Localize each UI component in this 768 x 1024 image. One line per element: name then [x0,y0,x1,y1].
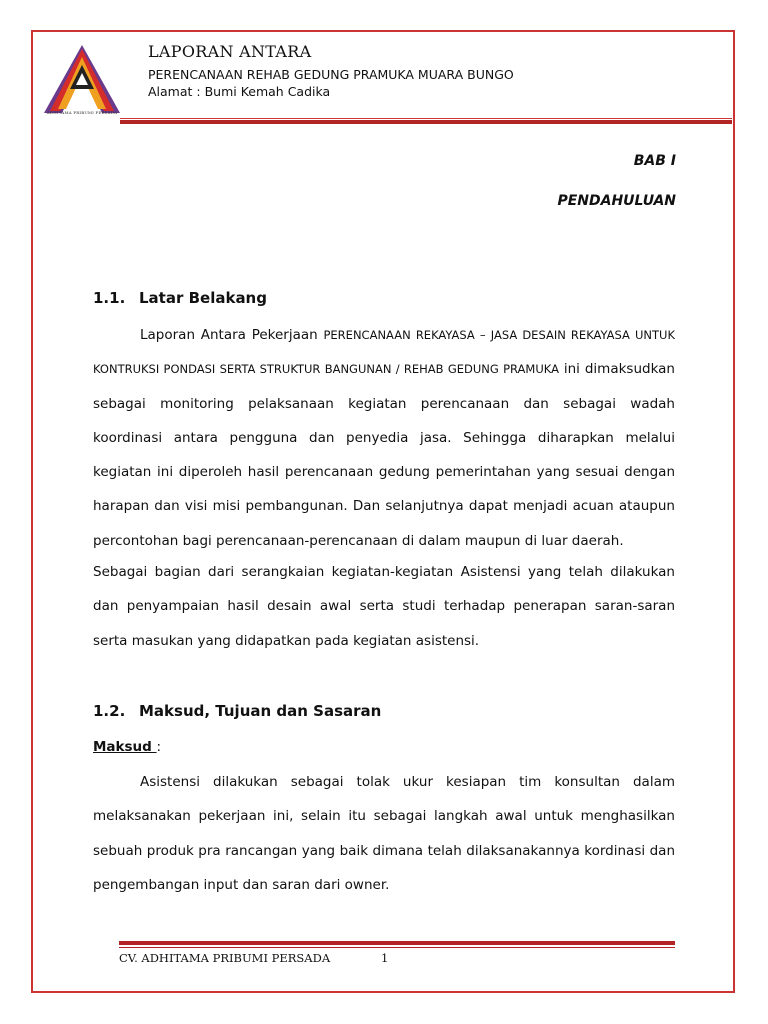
header-divider-thick [120,120,732,124]
section-number: 1.1. [93,289,126,307]
paragraph-latar-belakang-2: Sebagai bagian dari serangkaian kegiatan-kegiatan Asistensi yang telah dilakukan dan penyampaian hasil desain awal serta studi terhadap penerapan saran-saran serta masukan yang didapatkan pada kegiatan asistensi. [93,564,675,649]
report-title: LAPORAN ANTARA [148,42,312,61]
footer-company: CV. ADHITAMA PRIBUMI PERSADA [119,951,331,965]
page-number: 1 [381,951,389,965]
paragraph-text: ini dimaksudkan sebagai monitoring pelaksanaan kegiatan perencanaan dan sebagai wadah koordinasi antara pengguna dan penyedia jasa. Sehingga diharapkan melalui kegiatan ini diperoleh hasil perencanaan gedung pemerintahan yang sesuai dengan harapan dan visi misi pembangunan. Dan selanjutnya dapat menjadi acuan ataupun percontohan bagi perencanaan-perencanaan di dalam maupun di luar daerah. [93,361,675,549]
paragraph-latar-belakang-1 [93,318,675,558]
chapter-title: PENDAHULUAN [557,193,676,209]
maksud-colon: : [156,739,162,755]
section-heading-1-2 [93,702,381,720]
section-title: Latar Belakang [139,289,267,307]
maksud-label: Maksud [93,739,157,755]
section-heading-1-1 [93,289,267,307]
company-logo-icon [40,43,124,119]
footer-divider [119,947,675,948]
paragraph-text: Asistensi dilakukan sebagai tolak ukur kesiapan tim konsultan dalam melaksanakan pekerjaan ini, selain itu sebagai langkah awal untuk menghasilkan sebuah produk pra rancangan yang baik dimana telah dilaksanakannya kordinasi dan pengembangan input dan saran dari owner. [93,774,675,893]
paragraph-text: Laporan Antara Pekerjaan [140,327,318,343]
chapter-number: BAB I [633,153,676,169]
paragraph-caps-text: PERENCANAAN REKAYASA – JASA DESAIN REKAYASA UNTUK KONTRUKSI PONDASI SERTA STRUKTUR BANGUNAN / REHAB GEDUNG PRAMUKA [93,328,676,377]
paragraph-maksud [93,765,675,902]
project-address: Alamat : Bumi Kemah Cadika [148,84,331,99]
section-title: Maksud, Tujuan dan Sasaran [139,702,382,720]
header-divider [120,118,732,119]
project-title: PERENCANAAN REHAB GEDUNG PRAMUKA MUARA BUNGO [148,67,514,82]
section-number: 1.2. [93,702,126,720]
logo-caption: ADHITAMA PRIBUMI PERSADA [46,110,118,115]
footer-divider-thick [119,941,675,945]
subheading-maksud [93,739,161,755]
